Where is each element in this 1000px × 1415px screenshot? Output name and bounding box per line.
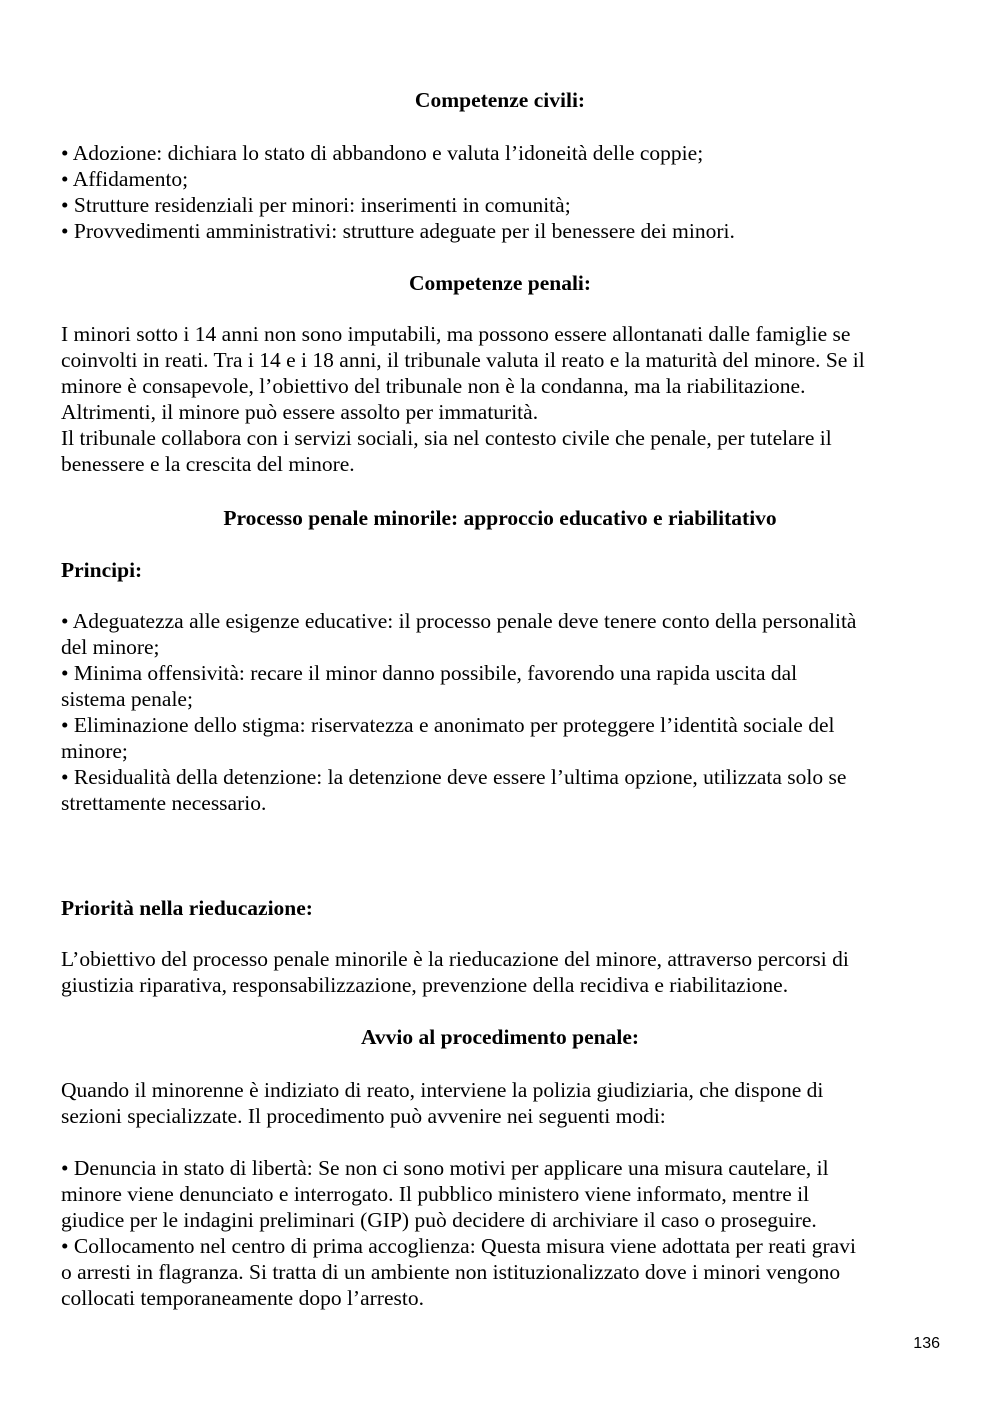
penali-line: Il tribunale collabora con i servizi sociali, sia nel contesto civile che penale, per tutelare il xyxy=(61,426,832,450)
civili-line: • Strutture residenziali per minori: inserimenti in comunità; xyxy=(61,193,571,217)
principi-line: del minore; xyxy=(61,635,160,659)
penali-line: Altrimenti, il minore può essere assolto per immaturità. xyxy=(61,400,539,424)
principi-line: sistema penale; xyxy=(61,687,193,711)
penali-line: minore è consapevole, l’obiettivo del tribunale non è la condanna, ma la riabilitazione. xyxy=(61,374,806,398)
heading-competenze-civili: Competenze civili: xyxy=(414,88,586,112)
heading-avvio-procedimento: Avvio al procedimento penale: xyxy=(360,1025,640,1049)
principi-line: • Residualità della detenzione: la detenzione deve essere l’ultima opzione, utilizzata solo se xyxy=(61,765,847,789)
penali-line: I minori sotto i 14 anni non sono imputabili, ma possono essere allontanati dalle famiglie se xyxy=(61,322,851,346)
avvio-intro-line: Quando il minorenne è indiziato di reato, interviene la polizia giudiziaria, che dispone di xyxy=(61,1078,824,1102)
avvio-line: • Denuncia in stato di libertà: Se non ci sono motivi per applicare una misura cautelare, il xyxy=(61,1156,829,1180)
avvio-line: • Collocamento nel centro di prima accoglienza: Questa misura viene adottata per reati gravi xyxy=(61,1234,856,1258)
principi-line: strettamente necessario. xyxy=(61,791,267,815)
avvio-line: giudice per le indagini preliminari (GIP) può decidere di archiviare il caso o proseguire. xyxy=(61,1208,817,1232)
heading-priorita-rieducazione: Priorità nella rieducazione: xyxy=(61,896,313,920)
priorita-line: L’obiettivo del processo penale minorile è la rieducazione del minore, attraverso percorsi di xyxy=(61,947,849,971)
penali-line: benessere e la crescita del minore. xyxy=(61,452,355,476)
priorita-line: giustizia riparativa, responsabilizzazione, prevenzione della recidiva e riabilitazione. xyxy=(61,973,789,997)
avvio-line: o arresti in flagranza. Si tratta di un ambiente non istituzionalizzato dove i minori vengono xyxy=(61,1260,841,1284)
avvio-line: collocati temporaneamente dopo l’arresto. xyxy=(61,1286,424,1310)
heading-processo-penale: Processo penale minorile: approccio educativo e riabilitativo xyxy=(223,506,777,530)
avvio-line: minore viene denunciato e interrogato. Il pubblico ministero viene informato, mentre il xyxy=(61,1182,810,1206)
principi-line: minore; xyxy=(61,739,128,763)
principi-line: • Adeguatezza alle esigenze educative: il processo penale deve tenere conto della personalità xyxy=(61,609,857,633)
civili-line: • Adozione: dichiara lo stato di abbandono e valuta l’idoneità delle coppie; xyxy=(61,141,704,165)
penali-line: coinvolti in reati. Tra i 14 e i 18 anni, il tribunale valuta il reato e la maturità del minore. Se il xyxy=(61,348,865,372)
heading-principi: Principi: xyxy=(61,558,143,582)
avvio-intro-line: sezioni specializzate. Il procedimento può avvenire nei seguenti modi: xyxy=(61,1104,666,1128)
civili-line: • Affidamento; xyxy=(61,167,189,191)
heading-competenze-penali: Competenze penali: xyxy=(408,271,592,295)
page-number: 136 xyxy=(913,1335,940,1352)
principi-line: • Minima offensività: recare il minor danno possibile, favorendo una rapida uscita dal xyxy=(61,661,798,685)
civili-line: • Provvedimenti amministrativi: strutture adeguate per il benessere dei minori. xyxy=(61,219,735,243)
principi-line: • Eliminazione dello stigma: riservatezza e anonimato per proteggere l’identità sociale del xyxy=(61,713,835,737)
